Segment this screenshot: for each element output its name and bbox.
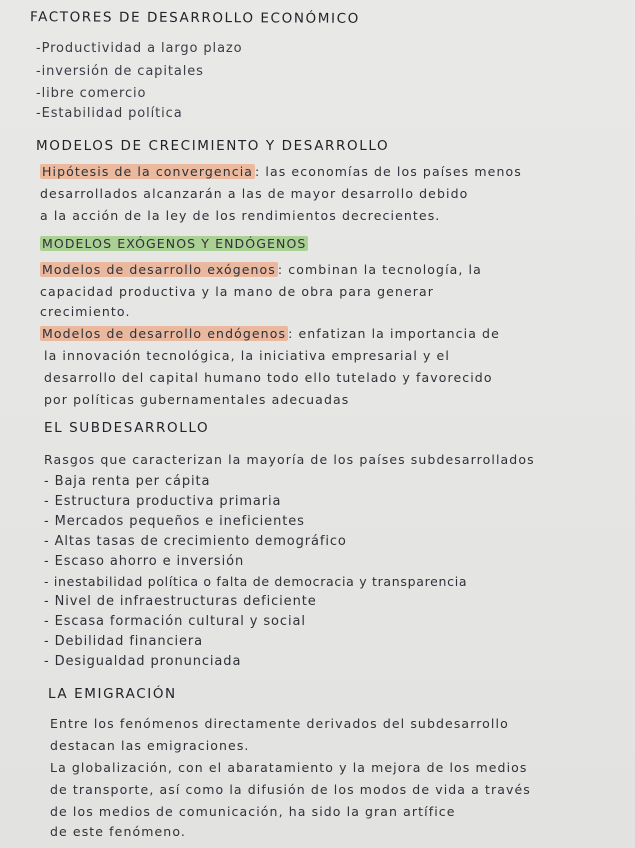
- section-title-emigracion: LA EMIGRACIÓN: [48, 686, 177, 702]
- list-item: -libre comercio: [36, 86, 147, 101]
- list-item: - Nivel de infraestructuras deficiente: [44, 594, 317, 609]
- emigracion-line-5: de los medios de comunicación, ha sido la gran artífice: [50, 804, 456, 819]
- hipotesis-line-1: [40, 164, 522, 179]
- modelos-subtitle: MODELOS EXÓGENOS Y ENDÓGENOS: [42, 236, 307, 251]
- endogenos-line-1: [40, 326, 500, 341]
- exogenos-text: : combinan la tecnología, la: [277, 262, 482, 277]
- list-item: - inestabilidad política o falta de democracia y transparencia: [44, 574, 468, 589]
- emigracion-line-6: de este fenómeno.: [50, 824, 186, 839]
- list-item: - Escasa formación cultural y social: [44, 614, 306, 629]
- endogenos-label: Modelos de desarrollo endógenos: [42, 326, 287, 341]
- section-title-subdesarrollo: EL SUBDESARROLLO: [44, 420, 210, 436]
- list-item: - Debilidad financiera: [44, 634, 204, 649]
- list-item: -Estabilidad política: [36, 106, 183, 121]
- list-item: -Productividad a largo plazo: [36, 41, 243, 56]
- exogenos-line-2: capacidad productiva y la mano de obra para generar: [40, 284, 435, 299]
- list-item: - Altas tasas de crecimiento demográfico: [44, 534, 347, 549]
- emigracion-line-3: La globalización, con el abaratamiento y la mejora de los medios: [50, 760, 528, 775]
- emigracion-line-1: Entre los fenómenos directamente derivados del subdesarrollo: [50, 716, 509, 731]
- list-item: - Mercados pequeños e ineficientes: [44, 514, 305, 529]
- emigracion-line-4: de transporte, así como la difusión de los modos de vida a través: [50, 782, 531, 797]
- exogenos-line-1: [40, 262, 482, 277]
- hipotesis-line-2: desarrollados alcanzarán a las de mayor desarrollo debido: [40, 186, 469, 201]
- subdesarrollo-intro: Rasgos que caracterizan la mayoría de los países subdesarrollados: [44, 452, 535, 467]
- list-item: - Escaso ahorro e inversión: [44, 554, 245, 569]
- section-title-factores: FACTORES DE DESARROLLO ECONÓMICO: [29, 9, 360, 27]
- hipotesis-line-3: a la acción de la ley de los rendimientos decrecientes.: [40, 208, 441, 223]
- list-item: - Desigualdad pronunciada: [44, 654, 242, 669]
- endogenos-line-4: por políticas gubernamentales adecuadas: [44, 392, 350, 407]
- list-item: - Estructura productiva primaria: [44, 494, 282, 509]
- hipotesis-label: Hipótesis de la convergencia: [42, 164, 254, 179]
- endogenos-text: : enfatizan la importancia de: [288, 326, 500, 341]
- list-item: - Baja renta per cápita: [44, 474, 211, 489]
- hipotesis-text: : las economías de los países menos: [255, 164, 522, 179]
- list-item: -inversión de capitales: [36, 64, 204, 79]
- modelos-subtitle-line: [40, 236, 308, 251]
- section-title-modelos: MODELOS DE CRECIMIENTO Y DESARROLLO: [36, 138, 390, 154]
- endogenos-line-2: la innovación tecnológica, la iniciativa empresarial y el: [44, 348, 450, 363]
- exogenos-line-3: crecimiento.: [40, 304, 131, 319]
- endogenos-line-3: desarrollo del capital humano todo ello tutelado y favorecido: [44, 370, 493, 385]
- exogenos-label: Modelos de desarrollo exógenos: [42, 262, 276, 277]
- emigracion-line-2: destacan las emigraciones.: [50, 738, 250, 753]
